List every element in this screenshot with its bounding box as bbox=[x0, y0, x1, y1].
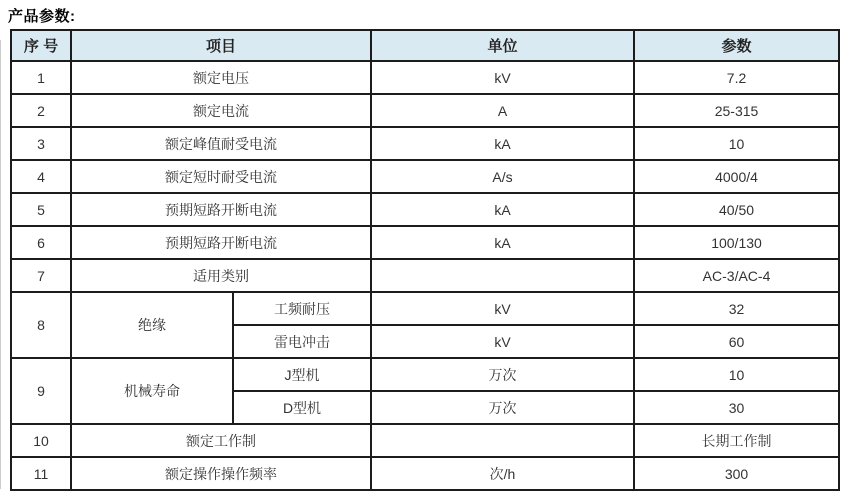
unit-cell: kA bbox=[371, 127, 634, 160]
value-cell: 100/130 bbox=[634, 226, 839, 259]
unit-cell: kV bbox=[371, 325, 634, 358]
unit-cell: A/s bbox=[371, 160, 634, 193]
row-no-cell: 2 bbox=[11, 94, 71, 127]
unit-cell: kV bbox=[371, 292, 634, 325]
value-cell: 10 bbox=[634, 358, 839, 391]
header-cell-value: 参数 bbox=[634, 30, 839, 61]
header-row bbox=[11, 30, 839, 61]
unit-cell: 万次 bbox=[371, 358, 634, 391]
row-no-cell: 9 bbox=[11, 358, 71, 424]
item-cell: 适用类别 bbox=[71, 259, 371, 292]
row-no-cell: 7 bbox=[11, 259, 71, 292]
table-row bbox=[11, 127, 839, 160]
item-cell: 预期短路开断电流 bbox=[71, 226, 371, 259]
row-no-cell: 11 bbox=[11, 457, 71, 490]
row-no-cell: 6 bbox=[11, 226, 71, 259]
unit-cell: 次/h bbox=[371, 457, 634, 490]
item-cell: 额定工作制 bbox=[71, 424, 371, 457]
table-row bbox=[11, 193, 839, 226]
header-cell-item: 项目 bbox=[71, 30, 371, 61]
row-no-cell: 5 bbox=[11, 193, 71, 226]
unit-cell bbox=[371, 259, 634, 292]
item-cell: 预期短路开断电流 bbox=[71, 193, 371, 226]
row-no-cell: 10 bbox=[11, 424, 71, 457]
row-no-cell: 4 bbox=[11, 160, 71, 193]
product-parameters-table bbox=[10, 29, 840, 491]
table-row bbox=[11, 160, 839, 193]
group-cell: 机械寿命 bbox=[71, 358, 233, 424]
value-cell: 长期工作制 bbox=[634, 424, 839, 457]
sub-item-cell: D型机 bbox=[233, 391, 371, 424]
row-no-cell: 3 bbox=[11, 127, 71, 160]
row-no-cell: 8 bbox=[11, 292, 71, 358]
value-cell: 32 bbox=[634, 292, 839, 325]
page-title: 产品参数: bbox=[8, 8, 76, 25]
table-row bbox=[11, 61, 839, 94]
table-row bbox=[11, 226, 839, 259]
table-row bbox=[11, 259, 839, 292]
unit-cell bbox=[371, 424, 634, 457]
item-cell: 额定短时耐受电流 bbox=[71, 160, 371, 193]
value-cell: AC-3/AC-4 bbox=[634, 259, 839, 292]
value-cell: 30 bbox=[634, 391, 839, 424]
unit-cell: kA bbox=[371, 193, 634, 226]
header-cell-unit: 单位 bbox=[371, 30, 634, 61]
table-row bbox=[11, 94, 839, 127]
table-row bbox=[11, 457, 839, 490]
value-cell: 7.2 bbox=[634, 61, 839, 94]
page-edge-line bbox=[0, 40, 1, 489]
value-cell: 40/50 bbox=[634, 193, 839, 226]
row-no-cell: 1 bbox=[11, 61, 71, 94]
item-cell: 额定电压 bbox=[71, 61, 371, 94]
unit-cell: kV bbox=[371, 61, 634, 94]
unit-cell: 万次 bbox=[371, 391, 634, 424]
unit-cell: A bbox=[371, 94, 634, 127]
value-cell: 25-315 bbox=[634, 94, 839, 127]
item-cell: 额定峰值耐受电流 bbox=[71, 127, 371, 160]
value-cell: 4000/4 bbox=[634, 160, 839, 193]
item-cell: 额定电流 bbox=[71, 94, 371, 127]
group-cell: 绝缘 bbox=[71, 292, 233, 358]
sub-item-cell: J型机 bbox=[233, 358, 371, 391]
value-cell: 10 bbox=[634, 127, 839, 160]
table-row bbox=[11, 292, 839, 325]
table-row bbox=[11, 424, 839, 457]
sub-item-cell: 工频耐压 bbox=[233, 292, 371, 325]
item-cell: 额定操作操作频率 bbox=[71, 457, 371, 490]
unit-cell: kA bbox=[371, 226, 634, 259]
header-cell-no: 序 号 bbox=[11, 30, 71, 61]
sub-item-cell: 雷电冲击 bbox=[233, 325, 371, 358]
value-cell: 60 bbox=[634, 325, 839, 358]
table-row bbox=[11, 358, 839, 391]
value-cell: 300 bbox=[634, 457, 839, 490]
